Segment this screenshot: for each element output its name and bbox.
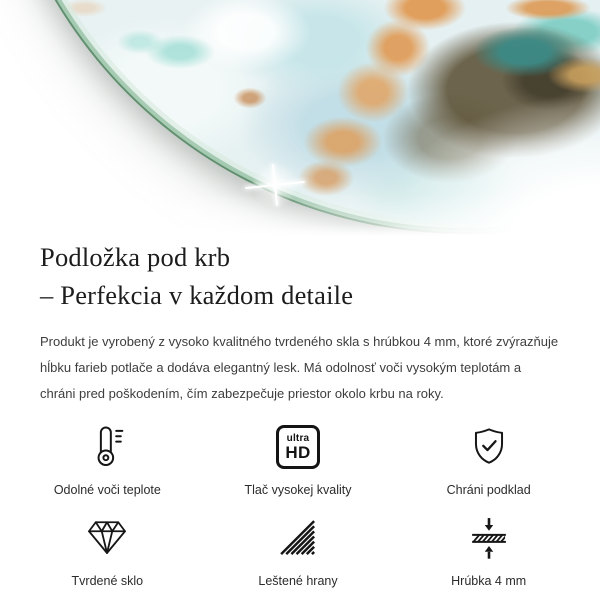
ultra-hd-badge-bottom: HD	[285, 443, 311, 462]
feature-label: Tvrdené sklo	[71, 574, 144, 588]
shield-check-icon	[466, 423, 512, 471]
feature-print-quality	[203, 423, 394, 498]
feature-tempered-glass	[12, 514, 203, 589]
title-line-2: – Perfekcia v každom detaile	[40, 280, 354, 310]
feature-grid	[12, 423, 584, 589]
product-photo	[0, 0, 600, 236]
feature-label: Chráni podklad	[446, 483, 531, 497]
ultra-hd-badge	[276, 425, 320, 469]
feature-thickness	[393, 514, 584, 589]
feature-label: Odolné voči teplote	[53, 483, 161, 497]
feature-label: Hrúbka 4 mm	[451, 574, 527, 588]
description-block	[0, 236, 600, 589]
thermometer-icon	[84, 423, 130, 471]
diamond-icon	[83, 514, 131, 562]
feature-polished-edges	[203, 514, 394, 589]
thickness-icon	[466, 514, 512, 562]
glass-pad-image	[0, 0, 600, 234]
feature-label: Leštené hrany	[258, 574, 338, 588]
page-title	[40, 238, 560, 314]
polished-edges-icon	[276, 514, 320, 562]
title-line-1: Podložka pod krb	[40, 242, 231, 272]
feature-protects-surface	[393, 423, 584, 498]
feature-heat-resistant	[12, 423, 203, 498]
ultra-hd-badge-top: ultra	[286, 433, 310, 444]
ultra-hd-icon	[276, 423, 320, 471]
product-description: Produkt je vyrobený z vysoko kvalitného tvrdeného skla s hrúbkou 4 mm, ktoré zvýrazňuje hĺbku farieb potlače a dodáva elegantný lesk. Má odolnosť voči vysokým teplotám a chráni pred poškodením, čím zabezpečuje priestor okolo krbu na roky.	[40, 334, 559, 401]
feature-label: Tlač vysokej kvality	[244, 483, 352, 497]
